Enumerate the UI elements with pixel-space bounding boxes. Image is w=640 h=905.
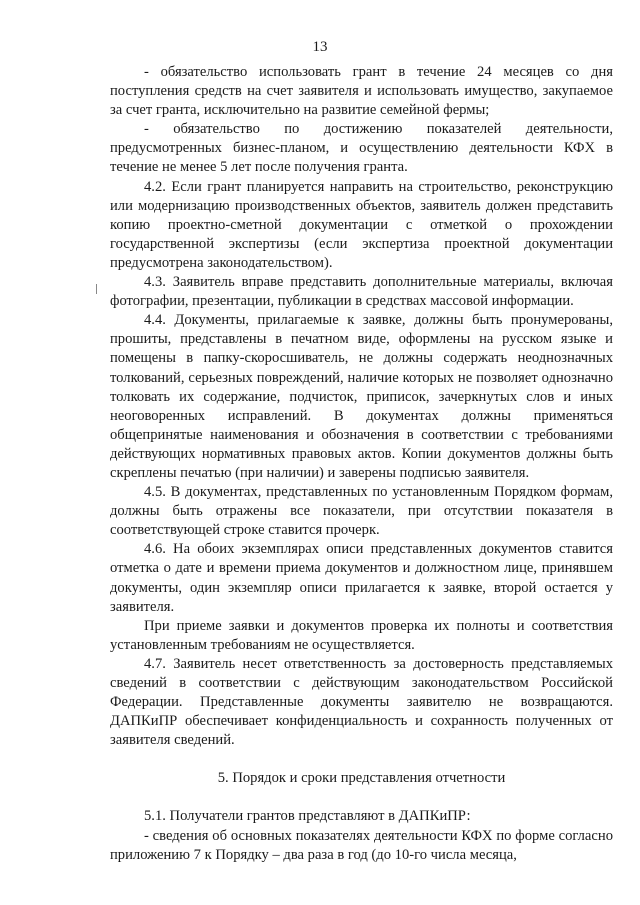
paragraph-4-7: 4.7. Заявитель несет ответственность за достоверность представляемых сведений в соответствии с действующим законодательством Российской Федерации. Представленные документы заявителю не возвращаются. ДАПКиПР обеспечивает конфиденциальность и сохранность полученных от заявителя сведений. — [110, 655, 613, 749]
paragraph-grant-usage-obligation: - обязательство использовать грант в течение 24 месяцев со дня поступления средств на счет заявителя и использовать имущество, закупаемое за счет гранта, исключительно на развитие семейной фермы; — [110, 64, 613, 119]
paragraph-reporting-item: - сведения об основных показателях деятельности КФХ по форме согласно приложению 7 к Порядку – два раза в год (до 10-го числа месяца, — [110, 827, 613, 863]
paragraph-completeness-check: При приеме заявки и документов проверка их полноты и соответствия установленным требованиям не осуществляется. — [110, 617, 613, 653]
page-number: 13 — [312, 39, 328, 55]
paragraph-4-5: 4.5. В документах, представленных по установленным Порядком формам, должны быть отражены все показатели, при отсутствии показателя в соответствующей строке ставится прочерк. — [110, 484, 613, 539]
paragraph-4-2: 4.2. Если грант планируется направить на строительство, реконструкцию или модернизацию производственных объектов, заявитель должен представить копию проектно-сметной документации с отметкой о прохождении государственной экспертизы (если экспертиза проектной документации предусмотрена законодательством). — [110, 178, 613, 271]
paragraph-4-4: 4.4. Документы, прилагаемые к заявке, должны быть пронумерованы, прошиты, представлены в печатном виде, оформлены на русском языке и помещены в папку-скоросшиватель, не должны содержать неоднозначных толкований, серьезных повреждений, наличие которых не позволяет однозначно толковать их содержание, подчисток, приписок, зачеркнутых слов и иных неоговоренных исправлений. В документах должны применяться общепринятые наименования и обозначения в соответствии с требованиями действующих нормативных правовых актов. Копии документов должны быть скреплены печатью (при наличии) и заверены подписью заявителя. — [110, 312, 613, 481]
paragraph-5-1: 5.1. Получатели грантов представляют в ДАПКиПР: — [144, 808, 471, 825]
paragraph-4-3: 4.3. Заявитель вправе представить дополнительные материалы, включая фотографии, презентации, публикации в средствах массовой информации. — [110, 274, 613, 310]
section-heading: 5. Порядок и сроки представления отчетности — [217, 770, 506, 787]
paragraph-4-6: 4.6. На обоих экземплярах описи представленных документов ставится отметка о дате и времени приема документов и должностном лице, принявшем документы, один экземпляр описи прилагается к заявке, второй остается у заявителя. — [110, 541, 613, 615]
paragraph-performance-obligation: - обязательство по достижению показателей деятельности, предусмотренных бизнес-планом, и осуществлению деятельности КФХ в течение не менее 5 лет после получения гранта. — [110, 121, 613, 176]
margin-mark — [96, 284, 97, 294]
document-body — [110, 63, 613, 865]
